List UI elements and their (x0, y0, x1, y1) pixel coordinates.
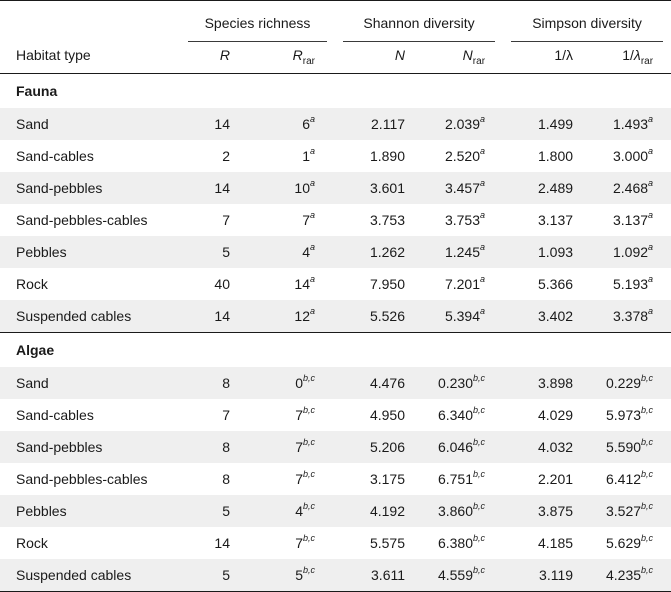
habitat-cell-value: Suspended cables (16, 308, 132, 324)
n-rar-cell-value: 7.201 (444, 276, 481, 292)
n-rar-cell-value: 5.394 (444, 308, 481, 324)
table-row (0, 140, 671, 172)
footnote-marker: b,c (303, 405, 316, 416)
inv-lambda-cell-value: 4.185 (537, 535, 574, 551)
table-row (0, 495, 671, 527)
footnote-marker: b,c (641, 405, 654, 416)
r-rar-cell (240, 495, 335, 527)
r-rar-cell (240, 399, 335, 431)
r-rar-cell (240, 300, 335, 333)
inv-lambda-rar-cell (585, 172, 671, 204)
footnote-marker: a (310, 242, 316, 253)
col-n-header: N (394, 47, 406, 63)
r-cell-value: 40 (214, 276, 230, 292)
inv-lambda-cell (503, 367, 585, 399)
footnote-marker: a (480, 306, 486, 317)
r-rar-cell-value: 7 (295, 439, 303, 455)
inv-lambda-rar-cell-value: 6.412 (605, 471, 642, 487)
r-cell (180, 463, 240, 495)
inv-lambda-rar-cell-value: 3.137 (612, 212, 649, 228)
section-label: Algae (0, 333, 671, 368)
n-cell (335, 204, 417, 236)
footnote-marker: a (480, 178, 486, 189)
footnote-marker: a (648, 114, 654, 125)
r-rar-cell-value: 10 (294, 180, 310, 196)
footnote-marker: b,c (641, 533, 654, 544)
footnote-marker: b,c (473, 533, 486, 544)
n-cell (335, 463, 417, 495)
habitat-cell (0, 431, 180, 463)
r-rar-cell (240, 527, 335, 559)
r-rar-cell-value: 0 (295, 375, 303, 391)
table-row (0, 431, 671, 463)
r-rar-cell-value: 6 (302, 116, 310, 132)
n-cell-value: 1.262 (369, 244, 406, 260)
footnote-marker: b,c (473, 405, 486, 416)
footnote-marker: a (310, 114, 316, 125)
col-r-header: R (219, 47, 230, 63)
habitat-cell (0, 367, 180, 399)
n-cell-value: 3.611 (371, 567, 406, 583)
footnote-marker: b,c (641, 437, 654, 448)
habitat-cell-value: Sand-pebbles (16, 439, 103, 455)
table-row (0, 300, 671, 333)
inv-lambda-rar-cell (585, 431, 671, 463)
table-row (0, 172, 671, 204)
habitat-cell-value: Sand-cables (16, 407, 94, 423)
habitat-type-header: Habitat type (16, 47, 91, 63)
table-body (0, 74, 671, 592)
footnote-marker: b,c (641, 373, 654, 384)
r-cell (180, 108, 240, 140)
footnote-marker: b,c (303, 437, 316, 448)
habitat-cell-value: Sand-pebbles (16, 180, 103, 196)
table-row (0, 463, 671, 495)
habitat-cell-value: Sand-cables (16, 148, 94, 164)
inv-lambda-rar-cell-value: 3.527 (605, 503, 642, 519)
n-rar-cell-value: 6.751 (437, 471, 474, 487)
inv-lambda-cell-value: 4.032 (537, 439, 574, 455)
n-rar-cell (417, 300, 503, 333)
habitat-cell-value: Sand (16, 375, 49, 391)
r-cell (180, 431, 240, 463)
habitat-cell (0, 140, 180, 172)
footnote-marker: a (310, 178, 316, 189)
table-row (0, 527, 671, 559)
n-cell (335, 140, 417, 172)
n-rar-cell-value: 6.340 (437, 407, 474, 423)
r-cell-value: 8 (222, 439, 230, 455)
footnote-marker: b,c (641, 469, 654, 480)
footnote-marker: b,c (641, 501, 654, 512)
inv-lambda-cell-value: 5.366 (537, 276, 574, 292)
inv-lambda-cell-value: 2.489 (537, 180, 574, 196)
r-rar-cell (240, 463, 335, 495)
inv-lambda-rar-cell (585, 268, 671, 300)
footnote-marker: b,c (473, 469, 486, 480)
footnote-marker: a (480, 274, 486, 285)
inv-lambda-cell (503, 172, 585, 204)
r-rar-cell-value: 7 (295, 407, 303, 423)
n-cell (335, 559, 417, 592)
r-rar-cell (240, 172, 335, 204)
n-cell (335, 300, 417, 333)
section-label: Fauna (0, 74, 671, 109)
section-header (0, 74, 671, 109)
inv-lambda-rar-cell (585, 559, 671, 592)
r-rar-cell-value: 12 (294, 308, 310, 324)
n-cell-value: 4.192 (369, 503, 406, 519)
header-row-groups (0, 1, 671, 42)
footnote-marker: a (480, 114, 486, 125)
n-cell (335, 268, 417, 300)
footnote-marker: a (310, 306, 316, 317)
inv-lambda-cell (503, 431, 585, 463)
group-simpson-diversity: Simpson diversity (503, 1, 671, 42)
r-cell-value: 5 (222, 244, 230, 260)
r-cell-value: 2 (222, 148, 230, 164)
habitat-cell (0, 527, 180, 559)
n-rar-cell-value: 2.520 (444, 148, 481, 164)
n-cell (335, 108, 417, 140)
r-rar-cell-value: 4 (295, 503, 303, 519)
n-cell (335, 399, 417, 431)
footnote-marker: a (480, 242, 486, 253)
footnote-marker: b,c (303, 373, 316, 384)
r-rar-cell-value: 4 (302, 244, 310, 260)
r-rar-cell-value: 7 (295, 535, 303, 551)
n-rar-cell-value: 3.457 (444, 180, 481, 196)
n-cell-value: 3.753 (369, 212, 406, 228)
footnote-marker: a (648, 306, 654, 317)
r-cell (180, 140, 240, 172)
inv-lambda-rar-cell-value: 4.235 (605, 567, 642, 583)
r-rar-cell (240, 431, 335, 463)
habitat-cell (0, 236, 180, 268)
footnote-marker: a (310, 274, 316, 285)
inv-lambda-rar-cell (585, 140, 671, 172)
n-rar-cell (417, 140, 503, 172)
habitat-cell (0, 300, 180, 333)
footnote-marker: a (480, 210, 486, 221)
inv-lambda-cell-value: 1.093 (537, 244, 574, 260)
inv-lambda-rar-cell-value: 0.229 (605, 375, 642, 391)
r-rar-cell-value: 5 (295, 567, 303, 583)
inv-lambda-rar-cell (585, 204, 671, 236)
n-rar-cell-value: 4.559 (437, 567, 474, 583)
n-rar-cell (417, 236, 503, 268)
footnote-marker: a (648, 242, 654, 253)
r-cell (180, 559, 240, 592)
habitat-cell-value: Pebbles (16, 244, 67, 260)
n-rar-cell (417, 204, 503, 236)
habitat-cell (0, 268, 180, 300)
habitat-cell (0, 108, 180, 140)
n-rar-cell-value: 1.245 (444, 244, 481, 260)
r-cell-value: 7 (222, 212, 230, 228)
n-rar-cell (417, 172, 503, 204)
habitat-cell (0, 172, 180, 204)
n-rar-cell-value: 3.860 (437, 503, 474, 519)
inv-lambda-cell (503, 268, 585, 300)
footnote-marker: a (480, 146, 486, 157)
r-rar-cell-value: 14 (294, 276, 310, 292)
inv-lambda-rar-cell (585, 367, 671, 399)
r-cell (180, 204, 240, 236)
inv-lambda-cell (503, 399, 585, 431)
n-cell-value: 3.175 (369, 471, 406, 487)
inv-lambda-rar-cell-value: 3.378 (612, 308, 649, 324)
habitat-cell-value: Suspended cables (16, 567, 132, 583)
r-cell-value: 14 (214, 308, 230, 324)
inv-lambda-rar-cell (585, 399, 671, 431)
r-rar-cell (240, 559, 335, 592)
n-rar-cell (417, 463, 503, 495)
r-cell (180, 495, 240, 527)
footnote-marker: a (310, 210, 316, 221)
footnote-marker: a (648, 146, 654, 157)
r-rar-cell-value: 7 (295, 471, 303, 487)
inv-lambda-rar-cell (585, 300, 671, 333)
inv-lambda-cell-value: 1.499 (537, 116, 574, 132)
n-cell-value: 2.117 (371, 116, 406, 132)
inv-lambda-cell-value: 4.029 (537, 407, 574, 423)
footnote-marker: b,c (473, 501, 486, 512)
r-rar-cell (240, 367, 335, 399)
n-rar-cell (417, 495, 503, 527)
table-row (0, 559, 671, 592)
inv-lambda-cell-value: 3.898 (537, 375, 574, 391)
footnote-marker: b,c (473, 565, 486, 576)
habitat-cell (0, 495, 180, 527)
n-rar-cell-value: 2.039 (444, 116, 481, 132)
inv-lambda-cell (503, 559, 585, 592)
inv-lambda-cell (503, 495, 585, 527)
footnote-marker: b,c (303, 501, 316, 512)
inv-lambda-cell (503, 236, 585, 268)
inv-lambda-rar-cell-value: 5.973 (605, 407, 642, 423)
n-cell (335, 367, 417, 399)
r-cell-value: 5 (222, 567, 230, 583)
n-cell (335, 495, 417, 527)
n-cell-value: 5.575 (369, 535, 406, 551)
habitat-cell (0, 463, 180, 495)
footnote-marker: b,c (303, 469, 316, 480)
inv-lambda-rar-cell (585, 527, 671, 559)
r-rar-cell (240, 140, 335, 172)
footnote-marker: a (648, 274, 654, 285)
n-rar-cell (417, 527, 503, 559)
n-rar-cell-value: 3.753 (444, 212, 481, 228)
inv-lambda-cell-value: 2.201 (537, 471, 574, 487)
r-cell-value: 8 (222, 375, 230, 391)
r-cell-value: 7 (222, 407, 230, 423)
footnote-marker: b,c (641, 565, 654, 576)
table-row (0, 399, 671, 431)
n-cell (335, 527, 417, 559)
header-row-columns (0, 41, 671, 74)
r-rar-cell (240, 204, 335, 236)
r-cell (180, 172, 240, 204)
col-r-rar-header: $R_{rar}$ (292, 47, 316, 67)
n-cell (335, 431, 417, 463)
inv-lambda-cell (503, 108, 585, 140)
table-row (0, 108, 671, 140)
inv-lambda-rar-cell (585, 108, 671, 140)
n-rar-cell (417, 268, 503, 300)
n-cell-value: 4.476 (369, 375, 406, 391)
footnote-marker: a (310, 146, 316, 157)
habitat-cell-value: Sand (16, 116, 49, 132)
footnote-marker: b,c (303, 565, 316, 576)
r-cell-value: 14 (214, 180, 230, 196)
table-row (0, 204, 671, 236)
n-rar-cell (417, 559, 503, 592)
footnote-marker: b,c (473, 437, 486, 448)
habitat-cell-value: Rock (16, 276, 48, 292)
n-rar-cell (417, 108, 503, 140)
inv-lambda-rar-cell-value: 1.092 (612, 244, 649, 260)
footnote-marker: b,c (303, 533, 316, 544)
inv-lambda-rar-cell-value: 5.193 (612, 276, 649, 292)
r-cell (180, 236, 240, 268)
r-rar-cell (240, 236, 335, 268)
section-header (0, 333, 671, 368)
n-cell (335, 236, 417, 268)
r-cell (180, 527, 240, 559)
table-row (0, 367, 671, 399)
n-rar-cell (417, 431, 503, 463)
inv-lambda-cell (503, 204, 585, 236)
n-cell-value: 1.890 (369, 148, 406, 164)
n-cell-value: 7.950 (369, 276, 406, 292)
col-n-rar-header: $N_{rar}$ (462, 47, 486, 67)
habitat-cell-value: Sand-pebbles-cables (16, 471, 148, 487)
col-inv-lambda-header: 1/λ (554, 47, 574, 63)
habitat-cell (0, 559, 180, 592)
habitat-cell-value: Rock (16, 535, 48, 551)
r-cell-value: 5 (222, 503, 230, 519)
habitat-cell-value: Pebbles (16, 503, 67, 519)
habitat-cell (0, 399, 180, 431)
n-rar-cell-value: 6.046 (437, 439, 474, 455)
table-row (0, 236, 671, 268)
r-cell (180, 268, 240, 300)
r-cell-value: 8 (222, 471, 230, 487)
inv-lambda-cell (503, 527, 585, 559)
inv-lambda-rar-cell (585, 236, 671, 268)
group-species-richness: Species richness (180, 1, 335, 42)
n-cell-value: 5.526 (369, 308, 406, 324)
n-cell-value: 3.601 (369, 180, 406, 196)
inv-lambda-rar-cell-value: 5.590 (605, 439, 642, 455)
n-rar-cell (417, 367, 503, 399)
table-row (0, 268, 671, 300)
inv-lambda-rar-cell-value: 5.629 (605, 535, 642, 551)
n-rar-cell-value: 0.230 (437, 375, 474, 391)
r-rar-cell (240, 108, 335, 140)
footnote-marker: a (648, 178, 654, 189)
inv-lambda-cell (503, 463, 585, 495)
inv-lambda-cell-value: 3.402 (537, 308, 574, 324)
inv-lambda-rar-cell (585, 463, 671, 495)
r-cell-value: 14 (214, 116, 230, 132)
col-inv-lambda-rar-header: $1/\lambda_{rar}$ (622, 47, 654, 67)
inv-lambda-cell (503, 300, 585, 333)
n-cell-value: 5.206 (369, 439, 406, 455)
r-cell (180, 399, 240, 431)
inv-lambda-rar-cell-value: 2.468 (612, 180, 649, 196)
n-rar-cell-value: 6.380 (437, 535, 474, 551)
habitat-cell (0, 204, 180, 236)
inv-lambda-rar-cell-value: 3.000 (612, 148, 649, 164)
footnote-marker: a (648, 210, 654, 221)
inv-lambda-cell-value: 3.119 (539, 567, 574, 583)
r-cell (180, 300, 240, 333)
footnote-marker: b,c (473, 373, 486, 384)
n-cell (335, 172, 417, 204)
inv-lambda-cell (503, 140, 585, 172)
inv-lambda-cell-value: 3.137 (537, 212, 574, 228)
inv-lambda-rar-cell-value: 1.493 (612, 116, 649, 132)
group-shannon-diversity: Shannon diversity (335, 1, 503, 42)
inv-lambda-cell-value: 3.875 (537, 503, 574, 519)
inv-lambda-rar-cell (585, 495, 671, 527)
r-rar-cell-value: 1 (302, 148, 310, 164)
r-cell (180, 367, 240, 399)
habitat-cell-value: Sand-pebbles-cables (16, 212, 148, 228)
r-rar-cell-value: 7 (302, 212, 310, 228)
r-cell-value: 14 (214, 535, 230, 551)
n-cell-value: 4.950 (369, 407, 406, 423)
r-rar-cell (240, 268, 335, 300)
n-rar-cell (417, 399, 503, 431)
inv-lambda-cell-value: 1.800 (537, 148, 574, 164)
